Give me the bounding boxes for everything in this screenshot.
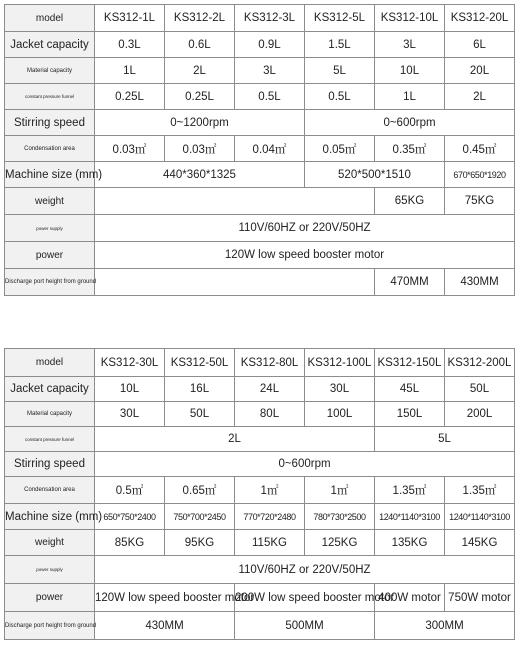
stirring-row — [5, 110, 515, 136]
pressure-funnel-label: constant pressure funnel — [5, 84, 95, 110]
pressure-funnel-cell: 2L — [95, 427, 375, 452]
power-supply-row — [5, 556, 515, 584]
size-cell: 650*750*2400 — [95, 504, 165, 530]
stirring-cell: 0~600rpm — [95, 452, 515, 477]
condensation-cell: 0.45㎡ — [445, 136, 515, 162]
condensation-cell: 1.35㎡ — [375, 477, 445, 504]
power-row — [5, 242, 515, 269]
weight-label: weight — [5, 530, 95, 556]
weight-cell: 145KG — [445, 530, 515, 556]
size-cell: 520*500*1510 — [305, 162, 445, 188]
material-cell: 1L — [95, 58, 165, 84]
weight-row — [5, 530, 515, 556]
material-row — [5, 402, 515, 427]
size-row — [5, 504, 515, 530]
material-label: Material capacity — [5, 402, 95, 427]
weight-cell — [95, 188, 375, 215]
size-cell: 1240*1140*3100 — [445, 504, 515, 530]
model-cell: KS312-50L — [165, 349, 235, 377]
material-row — [5, 58, 515, 84]
model-cell: KS312-200L — [445, 349, 515, 377]
jacket-cell: 0.9L — [235, 32, 305, 58]
power-row — [5, 584, 515, 612]
jacket-cell: 45L — [375, 377, 445, 402]
jacket-cell: 6L — [445, 32, 515, 58]
discharge-label: Discharge port height from ground — [5, 269, 95, 296]
weight-cell: 135KG — [375, 530, 445, 556]
stirring-cell: 0~1200rpm — [95, 110, 305, 136]
discharge-cell: 430MM — [445, 269, 515, 296]
condensation-cell: 1.35㎡ — [445, 477, 515, 504]
material-cell: 3L — [235, 58, 305, 84]
discharge-cell: 470MM — [375, 269, 445, 296]
discharge-row — [5, 269, 515, 296]
condensation-label: Condensation area — [5, 136, 95, 162]
weight-cell: 115KG — [235, 530, 305, 556]
pressure-funnel-cell: 2L — [445, 84, 515, 110]
material-cell: 200L — [445, 402, 515, 427]
condensation-row — [5, 477, 515, 504]
model-cell: KS312-150L — [375, 349, 445, 377]
condensation-cell: 0.03㎡ — [95, 136, 165, 162]
pressure-funnel-row — [5, 427, 515, 452]
size-cell: 750*700*2450 — [165, 504, 235, 530]
model-cell: KS312-1L — [95, 5, 165, 32]
discharge-row — [5, 612, 515, 640]
power-supply-cell: 110V/60HZ or 220V/50HZ — [95, 215, 515, 242]
jacket-cell: 10L — [95, 377, 165, 402]
model-cell: KS312-30L — [95, 349, 165, 377]
condensation-label: Condensation area — [5, 477, 95, 504]
model-row — [5, 349, 515, 377]
material-cell: 150L — [375, 402, 445, 427]
material-cell: 2L — [165, 58, 235, 84]
stirring-row — [5, 452, 515, 477]
model-cell: KS312-2L — [165, 5, 235, 32]
power-supply-label: power supply — [5, 556, 95, 584]
model-row — [5, 5, 515, 32]
pressure-funnel-cell: 1L — [375, 84, 445, 110]
power-cell: 200W low speed booster motor — [235, 584, 375, 612]
pressure-funnel-cell: 0.25L — [95, 84, 165, 110]
power-cell: 120W low speed booster motor — [95, 584, 235, 612]
jacket-cell: 3L — [375, 32, 445, 58]
size-row — [5, 162, 515, 188]
weight-cell: 85KG — [95, 530, 165, 556]
discharge-label: Discharge port height from ground — [5, 612, 95, 640]
jacket-cell: 30L — [305, 377, 375, 402]
weight-row — [5, 188, 515, 215]
material-cell: 80L — [235, 402, 305, 427]
model-cell: KS312-100L — [305, 349, 375, 377]
spec-table-2 — [4, 348, 515, 640]
size-cell: 670*650*1920 — [445, 162, 515, 188]
pressure-funnel-cell: 0.5L — [305, 84, 375, 110]
material-label: Material capacity — [5, 58, 95, 84]
condensation-cell: 0.05㎡ — [305, 136, 375, 162]
stirring-cell: 0~600rpm — [305, 110, 515, 136]
condensation-cell: 0.5㎡ — [95, 477, 165, 504]
jacket-cell: 16L — [165, 377, 235, 402]
condensation-cell: 1㎡ — [235, 477, 305, 504]
model-cell: KS312-5L — [305, 5, 375, 32]
pressure-funnel-label: constant pressure funnel — [5, 427, 95, 452]
pressure-funnel-cell: 5L — [375, 427, 515, 452]
material-cell: 20L — [445, 58, 515, 84]
discharge-cell: 300MM — [375, 612, 515, 640]
stirring-label: Stirring speed — [5, 452, 95, 477]
model-cell: KS312-20L — [445, 5, 515, 32]
model-cell: KS312-3L — [235, 5, 305, 32]
jacket-cell: 50L — [445, 377, 515, 402]
material-cell: 100L — [305, 402, 375, 427]
size-cell: 440*360*1325 — [95, 162, 305, 188]
condensation-cell: 0.03㎡ — [165, 136, 235, 162]
pressure-funnel-cell: 0.5L — [235, 84, 305, 110]
jacket-cell: 0.3L — [95, 32, 165, 58]
weight-cell: 125KG — [305, 530, 375, 556]
power-cell: 400W motor — [375, 584, 445, 612]
power-label: power — [5, 584, 95, 612]
condensation-row — [5, 136, 515, 162]
weight-cell: 75KG — [445, 188, 515, 215]
jacket-row — [5, 32, 515, 58]
weight-label: weight — [5, 188, 95, 215]
weight-cell: 65KG — [375, 188, 445, 215]
size-cell: 770*720*2480 — [235, 504, 305, 530]
model-cell: KS312-80L — [235, 349, 305, 377]
power-cell: 750W motor — [445, 584, 515, 612]
condensation-cell: 0.65㎡ — [165, 477, 235, 504]
weight-cell: 95KG — [165, 530, 235, 556]
power-supply-cell: 110V/60HZ or 220V/50HZ — [95, 556, 515, 584]
model-cell: KS312-10L — [375, 5, 445, 32]
discharge-cell: 500MM — [235, 612, 375, 640]
size-label: Machine size (mm) — [5, 504, 95, 530]
pressure-funnel-row — [5, 84, 515, 110]
material-cell: 50L — [165, 402, 235, 427]
jacket-cell: 0.6L — [165, 32, 235, 58]
model-label: model — [5, 5, 95, 32]
condensation-cell: 1㎡ — [305, 477, 375, 504]
power-label: power — [5, 242, 95, 269]
condensation-cell: 0.35㎡ — [375, 136, 445, 162]
discharge-cell: 430MM — [95, 612, 235, 640]
jacket-label: Jacket capacity — [5, 32, 95, 58]
jacket-label: Jacket capacity — [5, 377, 95, 402]
material-cell: 30L — [95, 402, 165, 427]
material-cell: 10L — [375, 58, 445, 84]
material-cell: 5L — [305, 58, 375, 84]
size-cell: 1240*1140*3100 — [375, 504, 445, 530]
model-label: model — [5, 349, 95, 377]
power-supply-label: power supply — [5, 215, 95, 242]
discharge-cell — [95, 269, 375, 296]
power-cell: 120W low speed booster motor — [95, 242, 515, 269]
pressure-funnel-cell: 0.25L — [165, 84, 235, 110]
spec-table-1 — [4, 4, 515, 296]
jacket-cell: 24L — [235, 377, 305, 402]
condensation-cell: 0.04㎡ — [235, 136, 305, 162]
size-cell: 780*730*2500 — [305, 504, 375, 530]
power-supply-row — [5, 215, 515, 242]
jacket-cell: 1.5L — [305, 32, 375, 58]
jacket-row — [5, 377, 515, 402]
stirring-label: Stirring speed — [5, 110, 95, 136]
size-label: Machine size (mm) — [5, 162, 95, 188]
